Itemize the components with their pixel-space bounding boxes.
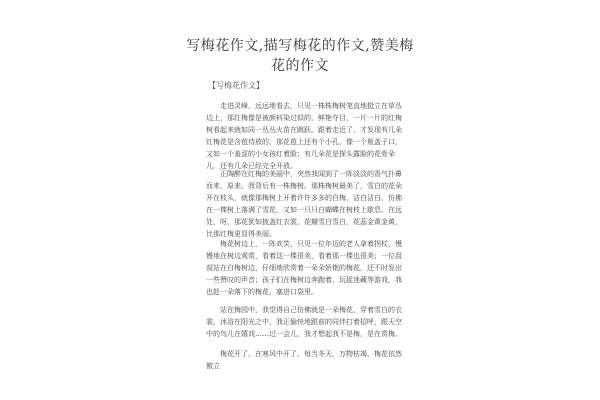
paragraph-4: 站在梅园中，我觉得自己仿佛就是一朵梅花，穿着雪白的衣裳，沐浴在阳光之中，我正愉快地跟前的同伴打着招呼，跟天空中的鸟儿在嬉戏……过一会儿，我才想起我不是梅，是在赏梅。 xyxy=(206,306,402,338)
document-title: 写梅花作文,描写梅花的作文,赞美梅花的作文 xyxy=(186,38,414,74)
paragraph-5: 梅花开了，在寒风中开了。每当冬天，万物枯竭，梅花依然傲立 xyxy=(206,350,402,370)
paragraph-1: 走进灵峰，远远地看去，只见一株株梅树笔直地挺立在草丛边上，那红梅像是被颜料染过似的，鲜艳夺目，一片一片的红梅树看起来就如同一丛丛火苗在跳跃。跟着走近了，才发现有几朵红梅花是含苞待放的，那花苞上还有个小孔，像一个瓶盖子口，又如一个羞涩的小女孩红着脸；有几朵花是探头露脸的花骨朵儿，还有几朵已经完全开放。 xyxy=(206,102,402,170)
paragraph-3: 梅花树边上，一阵欢笑，只见一位年迈的老人拿着拐杖，慢慢地在树边观赏，看着这一棵很美，看着那一棵也很美；一位叔叔站在白梅树边，仔细地欣赏着一朵朵娇艳的梅花，还不时发出一些赞叹的声音；孩子们在梅树边奔跑着，玩捉迷藏等游戏，我也趁一朵落下的梅花，塞进口袋里。 xyxy=(206,240,402,296)
section-tag: 【写梅花作文】 xyxy=(208,81,264,90)
paragraph-2: 正陶醉在红梅的美丽中，突然我闻到了一阵淡淡的香气扑鼻而来，原来，我背后有一株梅树。那株梅树最美了，雪白的花朵开在枝头，就像那梅树上开着许许多多的白梅，洁白洁白，仿佛在一棵树上落满了雪花，又如一只只白蝴蝶在树枝上歇息。在远处，呀，那花犹如披盖红衣裳，花瓣雪白雪白，花蕊金黄金黄，比那红梅更显得美丽。 xyxy=(206,170,402,238)
